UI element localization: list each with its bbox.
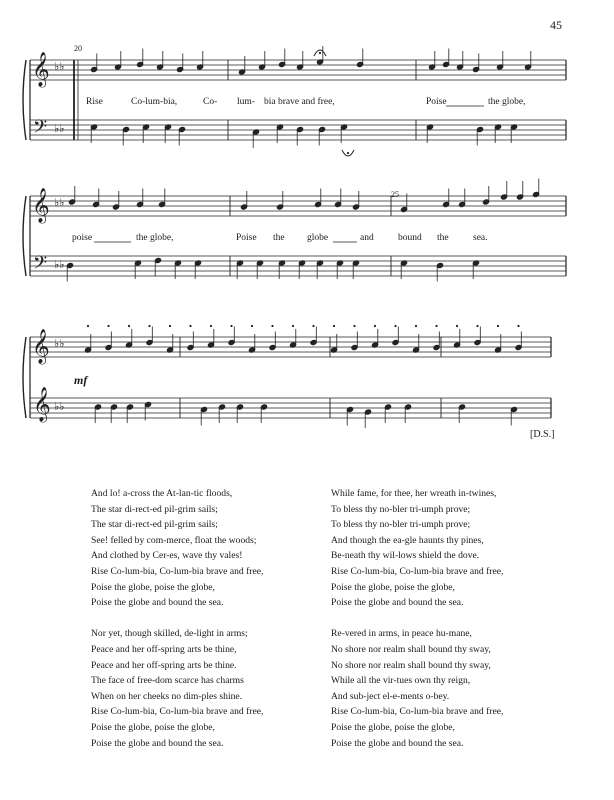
- verse: [91, 626, 263, 751]
- staccato-dot: [128, 325, 130, 327]
- dynamic-marking: mf: [74, 373, 88, 387]
- lyric-syllable: the: [437, 233, 449, 243]
- lyric-syllable: poise: [72, 233, 93, 243]
- verse-line: When on her cheeks no dim-ples shine.: [91, 690, 243, 702]
- verse-line: No shore nor realm shall bound thy sway,: [331, 643, 491, 655]
- key-signature: ♭♭: [54, 122, 65, 135]
- lyric-syllable: Co-lum-bia,: [131, 97, 178, 107]
- verse-line: See! felled by com-merce, float the woods;: [91, 534, 257, 546]
- verse-line: To bless thy no-bler tri-umph prove;: [331, 503, 471, 515]
- lyric-syllable: Poise: [426, 97, 447, 107]
- staccato-dot: [312, 325, 314, 327]
- verse-line: And clothed by Cer-es, wave thy vales!: [91, 550, 243, 562]
- verse-line: Peace and her off-spring arts be thine,: [91, 643, 237, 655]
- bass-clef: 𝄢: [33, 253, 48, 278]
- lyric-syllable: globe: [307, 233, 329, 243]
- verse-line: To bless thy no-bler tri-umph prove;: [331, 519, 471, 531]
- lyric-syllable: Co-: [203, 97, 218, 107]
- staccato-dot: [210, 325, 212, 327]
- fermata-dot: [347, 152, 349, 154]
- verse-line: Rise Co-lum-bia, Co-lum-bia brave and free,: [91, 565, 264, 577]
- staccato-dot: [333, 325, 335, 327]
- verse-line: Rise Co-lum-bia, Co-lum-bia brave and free,: [91, 706, 264, 718]
- key-signature: ♭♭: [54, 400, 65, 413]
- verse-line: And sub-ject el-e-ments o-bey.: [331, 690, 450, 702]
- system-brace: [23, 337, 26, 418]
- measure-number: 20: [74, 44, 82, 53]
- staccato-dot: [374, 325, 376, 327]
- lyric-syllable: sea.: [473, 233, 488, 243]
- verse-line: The star di-rect-ed pil-grim sails;: [91, 519, 218, 531]
- verse: [91, 486, 263, 611]
- measure-number: 25: [391, 190, 399, 199]
- lyric-syllable: bia brave and free,: [264, 97, 335, 107]
- verse-line: The star di-rect-ed pil-grim sails;: [91, 503, 218, 515]
- lyric-syllable: the globe,: [136, 233, 174, 243]
- verse-line: Poise the globe, poise the globe,: [91, 721, 215, 733]
- staccato-dot: [251, 325, 253, 327]
- treble-clef: 𝄞: [33, 387, 51, 422]
- verse-line: Poise the globe, poise the globe,: [331, 581, 455, 593]
- verse-line: While fame, for thee, her wreath in-twines,: [331, 488, 497, 499]
- verse-line: And though the ea-gle haunts thy pines,: [331, 534, 484, 546]
- staccato-dot: [353, 325, 355, 327]
- lyric-syllable: Poise: [236, 233, 257, 243]
- ds-marking: [D.S.]: [530, 429, 555, 440]
- staccato-dot: [271, 325, 273, 327]
- staccato-dot: [497, 325, 499, 327]
- staccato-dot: [87, 325, 89, 327]
- key-signature: ♭♭: [54, 258, 65, 271]
- key-signature: ♭♭: [54, 60, 65, 73]
- staccato-dot: [415, 325, 417, 327]
- system-brace: [23, 60, 26, 140]
- verse: [331, 486, 503, 611]
- verse-line: Nor yet, though skilled, de-light in arms;: [91, 628, 248, 640]
- lyric-syllable: the globe,: [488, 97, 526, 107]
- verses-right-column: [331, 486, 503, 767]
- verses-left-column: [91, 486, 263, 767]
- page-number: 45: [550, 18, 562, 32]
- staccato-dot: [189, 325, 191, 327]
- verse-line: Poise the globe and bound the sea.: [91, 597, 224, 609]
- staccato-dot: [148, 325, 150, 327]
- staccato-dot: [230, 325, 232, 327]
- verse-line: Poise the globe, poise the globe,: [91, 581, 215, 593]
- fermata-dot: [319, 52, 321, 54]
- staccato-dot: [476, 325, 478, 327]
- verse-line: Rise Co-lum-bia, Co-lum-bia brave and free,: [331, 565, 504, 577]
- staccato-dot: [292, 325, 294, 327]
- staccato-dot: [169, 325, 171, 327]
- verse-line: Poise the globe and bound the sea.: [331, 597, 464, 609]
- verse-line: Poise the globe, poise the globe,: [331, 721, 455, 733]
- verse-line: Poise the globe and bound the sea.: [331, 737, 464, 749]
- verse-line: Rise Co-lum-bia, Co-lum-bia brave and free,: [331, 706, 504, 718]
- treble-clef: 𝄞: [32, 329, 50, 364]
- verse-line: The face of free-dom scarce has charms: [91, 675, 244, 687]
- key-signature: ♭♭: [54, 196, 65, 209]
- verse-line: While all the vir-tues own thy reign,: [331, 675, 471, 687]
- verse: [331, 626, 503, 751]
- lyric-syllable: Rise: [86, 97, 103, 107]
- treble-clef: 𝄞: [32, 52, 50, 87]
- lyric-syllable: lum-: [237, 97, 255, 107]
- verse-line: Re-vered in arms, in peace hu-mane,: [331, 628, 472, 640]
- staccato-dot: [435, 325, 437, 327]
- system-brace: [23, 196, 26, 276]
- staccato-dot: [107, 325, 109, 327]
- verse-line: Peace and her off-spring arts be thine.: [91, 659, 237, 671]
- staccato-dot: [394, 325, 396, 327]
- lyric-syllable: bound: [398, 233, 422, 243]
- key-signature: ♭♭: [54, 337, 65, 350]
- verse-line: And lo! a-cross the At-lan-tic floods,: [91, 488, 233, 499]
- lyric-syllable: and: [360, 233, 374, 243]
- bass-clef: 𝄢: [33, 117, 48, 142]
- treble-clef: 𝄞: [32, 188, 50, 223]
- staccato-dot: [517, 325, 519, 327]
- verse-line: No shore nor realm shall bound thy sway,: [331, 659, 491, 671]
- verse-line: Poise the globe and bound the sea.: [91, 737, 224, 749]
- lyric-syllable: the: [273, 233, 285, 243]
- verse-line: Be-neath thy wil-lows shield the dove.: [331, 550, 480, 562]
- staccato-dot: [456, 325, 458, 327]
